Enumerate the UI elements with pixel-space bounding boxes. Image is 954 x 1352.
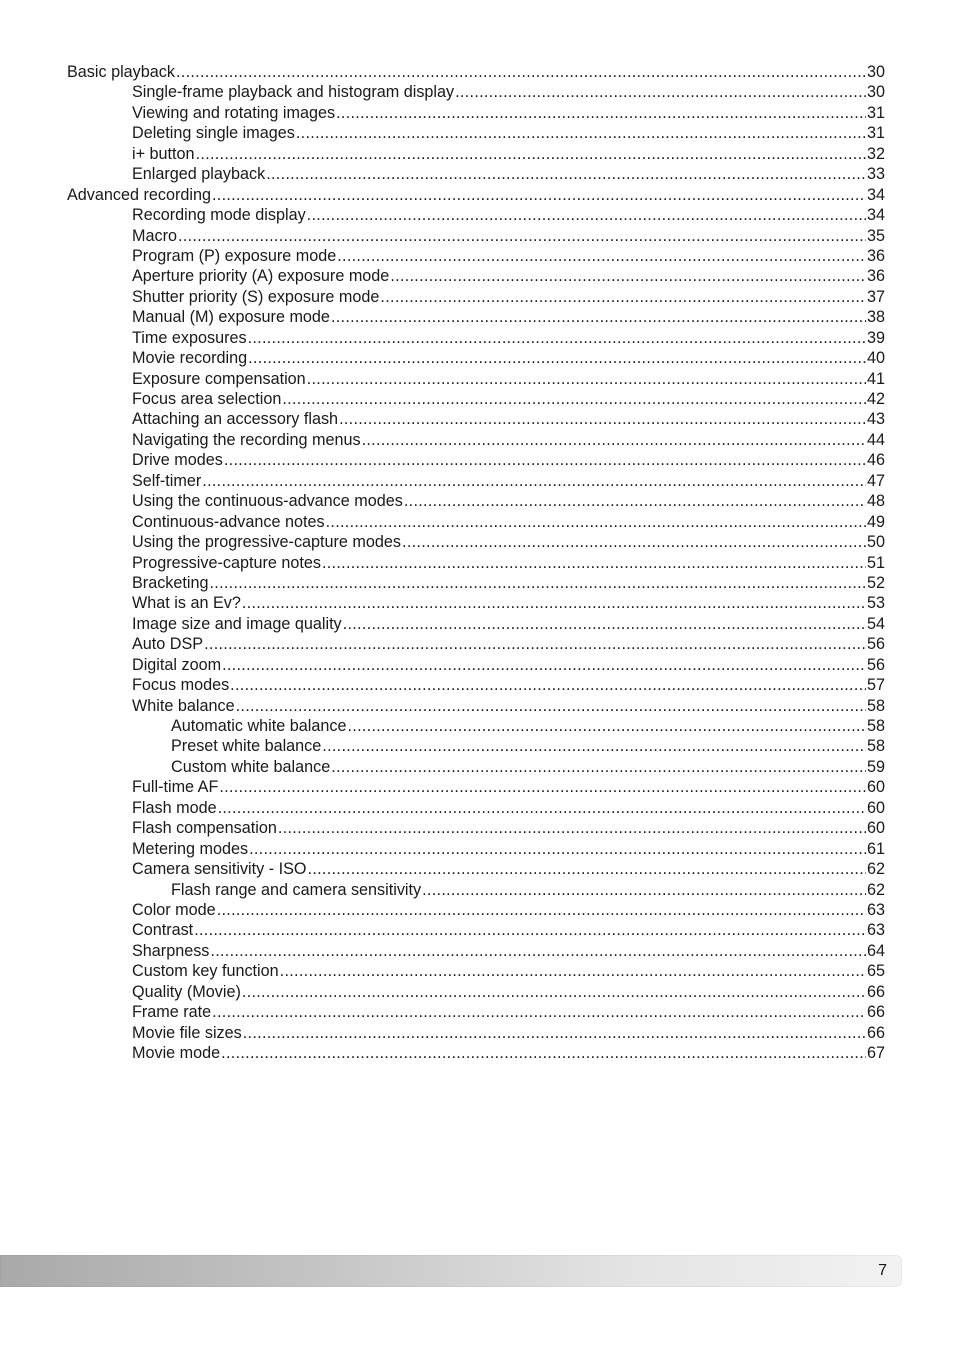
toc-entry-title: Attaching an accessory flash <box>132 410 339 429</box>
dot-leader <box>224 450 866 470</box>
toc-entry <box>67 430 885 450</box>
toc-entry <box>67 900 885 920</box>
dot-leader <box>176 62 866 82</box>
toc-entry-page: 36 <box>866 267 885 286</box>
toc-entry-page: 62 <box>866 880 885 899</box>
toc-entry <box>67 675 885 695</box>
toc-entry-title: Using the progressive-capture modes <box>132 533 402 552</box>
dot-leader <box>326 512 866 532</box>
toc-entry-title: Sharpness <box>132 941 210 960</box>
toc-entry-page: 65 <box>866 962 885 981</box>
toc-entry-title: Flash compensation <box>132 819 277 838</box>
dot-leader <box>196 144 866 164</box>
dot-leader <box>296 123 866 143</box>
toc-entry-page: 50 <box>866 533 885 552</box>
dot-leader <box>307 205 866 225</box>
toc-entry-title: Frame rate <box>132 1003 212 1022</box>
toc-entry-page: 58 <box>866 696 885 715</box>
toc-entry-page: 35 <box>866 226 885 245</box>
dot-leader <box>242 982 866 1002</box>
toc-entry-page: 51 <box>866 553 885 572</box>
toc-entry-page: 58 <box>866 717 885 735</box>
toc-entry <box>67 696 885 716</box>
toc-entry-page: 37 <box>866 287 885 306</box>
dot-leader <box>219 777 866 797</box>
toc-entry-page: 42 <box>866 390 885 408</box>
toc-entry <box>67 553 885 573</box>
toc-entry-title: Advanced recording <box>67 185 211 204</box>
dot-leader <box>331 757 866 777</box>
dot-leader <box>212 185 866 205</box>
toc-entry <box>67 307 885 327</box>
toc-entry <box>67 757 885 777</box>
toc-entry-title: What is an Ev? <box>132 594 241 613</box>
toc-entry-title: Progressive-capture notes <box>132 553 321 572</box>
toc-entry-page: 48 <box>866 492 885 511</box>
toc-entry-title: Enlarged playback <box>132 165 266 184</box>
toc-entry-title: Movie mode <box>132 1044 221 1062</box>
toc-entry-title: Single-frame playback and histogram display <box>132 83 455 102</box>
toc-entry-title: Program (P) exposure mode <box>132 246 337 265</box>
toc-entry <box>67 839 885 859</box>
dot-leader <box>221 1043 866 1063</box>
toc-entry <box>67 920 885 940</box>
toc-entry-page: 63 <box>866 900 885 919</box>
toc-entry-title: Aperture priority (A) exposure mode <box>132 267 390 286</box>
toc-entry-title: Custom white balance <box>171 757 331 776</box>
toc-entry-page: 47 <box>866 471 885 490</box>
toc-entry-title: Full-time AF <box>132 778 219 797</box>
toc-entry-title: Movie recording <box>132 349 248 368</box>
dot-leader <box>322 736 866 756</box>
dot-leader <box>322 553 866 573</box>
toc-entry-title: Shutter priority (S) exposure mode <box>132 287 380 306</box>
toc-entry-page: 56 <box>866 635 885 654</box>
table-of-contents <box>67 62 885 1063</box>
toc-entry <box>67 123 885 143</box>
dot-leader <box>339 409 866 429</box>
dot-leader <box>266 164 866 184</box>
toc-entry <box>67 614 885 634</box>
toc-entry-title: Using the continuous-advance modes <box>132 492 403 511</box>
dot-leader <box>243 1023 866 1043</box>
toc-entry <box>67 982 885 1002</box>
dot-leader <box>230 675 866 695</box>
dot-leader <box>337 246 866 266</box>
toc-entry-page: 58 <box>866 737 885 756</box>
toc-entry-page: 64 <box>866 941 885 960</box>
toc-entry <box>67 226 885 246</box>
dot-leader <box>347 716 866 736</box>
toc-entry-title: Custom key function <box>132 962 279 981</box>
dot-leader <box>202 471 866 491</box>
page-number: 7 <box>878 1262 887 1279</box>
toc-entry <box>67 777 885 797</box>
dot-leader <box>280 961 866 981</box>
dot-leader <box>178 226 866 246</box>
toc-entry-title: Contrast <box>132 921 194 940</box>
dot-leader <box>194 920 866 940</box>
dot-leader <box>204 634 866 654</box>
toc-entry-title: Image size and image quality <box>132 614 342 633</box>
toc-entry-page: 66 <box>866 1023 885 1042</box>
toc-entry-page: 54 <box>866 614 885 633</box>
dot-leader <box>249 839 866 859</box>
toc-entry <box>67 532 885 552</box>
toc-entry <box>67 185 885 205</box>
toc-entry <box>67 246 885 266</box>
toc-entry-page: 61 <box>866 839 885 858</box>
toc-entry-page: 57 <box>866 676 885 695</box>
toc-entry-title: Focus area selection <box>132 390 282 408</box>
dot-leader <box>212 1002 866 1022</box>
toc-entry-title: Bracketing <box>132 573 209 592</box>
toc-entry <box>67 450 885 470</box>
toc-entry-page: 34 <box>866 185 885 204</box>
toc-entry-page: 52 <box>866 573 885 592</box>
toc-entry <box>67 409 885 429</box>
dot-leader <box>236 696 866 716</box>
toc-entry <box>67 144 885 164</box>
toc-entry-page: 67 <box>866 1044 885 1062</box>
toc-entry <box>67 798 885 818</box>
toc-entry-page: 44 <box>866 430 885 449</box>
toc-entry-page: 59 <box>866 757 885 776</box>
toc-entry-title: Continuous-advance notes <box>132 512 325 531</box>
toc-entry-title: Navigating the recording menus <box>132 430 361 449</box>
toc-entry-title: Quality (Movie) <box>132 982 241 1001</box>
toc-entry <box>67 655 885 675</box>
toc-entry <box>67 205 885 225</box>
toc-entry-title: Viewing and rotating images <box>132 103 336 122</box>
toc-entry <box>67 287 885 307</box>
toc-entry <box>67 491 885 511</box>
dot-leader <box>362 430 866 450</box>
toc-entry <box>67 1002 885 1022</box>
toc-entry-title: Camera sensitivity - ISO <box>132 860 307 879</box>
dot-leader <box>343 614 866 634</box>
toc-entry-title: Recording mode display <box>132 206 306 225</box>
toc-entry-title: Automatic white balance <box>171 717 347 735</box>
toc-entry-page: 40 <box>866 349 885 368</box>
toc-entry-page: 30 <box>866 83 885 102</box>
footer-bar <box>0 1255 902 1287</box>
toc-entry-page: 63 <box>866 921 885 940</box>
toc-entry-page: 31 <box>866 103 885 122</box>
toc-entry <box>67 82 885 102</box>
dot-leader <box>242 593 866 613</box>
toc-entry-page: 30 <box>866 63 885 81</box>
toc-entry-page: 36 <box>866 246 885 265</box>
dot-leader <box>248 348 866 368</box>
toc-entry-page: 60 <box>866 819 885 838</box>
dot-leader <box>248 328 866 348</box>
toc-entry-title: Macro <box>132 226 177 245</box>
dot-leader <box>217 900 866 920</box>
toc-entry-title: Self-timer <box>132 471 202 490</box>
toc-entry-page: 53 <box>866 594 885 613</box>
toc-entry <box>67 369 885 389</box>
toc-entry <box>67 328 885 348</box>
toc-entry-page: 60 <box>866 778 885 797</box>
toc-entry-page: 56 <box>866 655 885 674</box>
toc-entry <box>67 1043 885 1063</box>
toc-entry-page: 34 <box>866 206 885 225</box>
toc-entry-page: 38 <box>866 308 885 327</box>
toc-entry-page: 60 <box>866 798 885 817</box>
toc-entry-title: Digital zoom <box>132 655 222 674</box>
toc-entry-title: Flash mode <box>132 798 217 817</box>
dot-leader <box>455 82 866 102</box>
toc-entry <box>67 62 885 82</box>
toc-entry-title: Basic playback <box>67 63 175 81</box>
dot-leader <box>380 287 866 307</box>
dot-leader <box>282 389 866 409</box>
dot-leader <box>278 818 866 838</box>
toc-entry-page: 49 <box>866 512 885 531</box>
dot-leader <box>307 369 866 389</box>
dot-leader <box>308 859 866 879</box>
toc-entry <box>67 818 885 838</box>
dot-leader <box>402 532 866 552</box>
toc-entry <box>67 103 885 123</box>
toc-entry-title: Drive modes <box>132 451 223 470</box>
toc-entry <box>67 1023 885 1043</box>
toc-entry-page: 66 <box>866 982 885 1001</box>
dot-leader <box>404 491 866 511</box>
dot-leader <box>331 307 866 327</box>
toc-entry-title: Flash range and camera sensitivity <box>171 880 422 899</box>
toc-entry <box>67 961 885 981</box>
toc-entry-title: Focus modes <box>132 676 230 695</box>
toc-entry <box>67 164 885 184</box>
toc-entry <box>67 736 885 756</box>
toc-entry-title: Metering modes <box>132 839 249 858</box>
toc-entry-title: Preset white balance <box>171 737 322 756</box>
dot-leader <box>222 655 866 675</box>
toc-entry-page: 32 <box>866 144 885 163</box>
toc-entry-page: 66 <box>866 1003 885 1022</box>
toc-entry-page: 62 <box>866 860 885 879</box>
dot-leader <box>336 103 866 123</box>
toc-entry-page: 39 <box>866 328 885 347</box>
toc-entry <box>67 634 885 654</box>
toc-entry-page: 46 <box>866 451 885 470</box>
toc-entry-title: i+ button <box>132 144 195 163</box>
toc-entry-title: Time exposures <box>132 328 247 347</box>
toc-entry-page: 41 <box>866 369 885 388</box>
toc-entry-page: 33 <box>866 165 885 184</box>
toc-entry-title: Exposure compensation <box>132 369 306 388</box>
toc-entry <box>67 389 885 409</box>
toc-entry-title: Auto DSP <box>132 635 204 654</box>
toc-entry-title: White balance <box>132 696 235 715</box>
toc-entry <box>67 348 885 368</box>
toc-entry <box>67 512 885 532</box>
toc-entry <box>67 573 885 593</box>
toc-entry-page: 43 <box>866 410 885 429</box>
dot-leader <box>390 266 866 286</box>
toc-entry <box>67 880 885 900</box>
toc-entry <box>67 593 885 613</box>
toc-entry-title: Deleting single images <box>132 124 295 143</box>
dot-leader <box>422 880 866 900</box>
toc-entry <box>67 266 885 286</box>
dot-leader <box>209 573 866 593</box>
toc-entry-title: Movie file sizes <box>132 1023 242 1042</box>
dot-leader <box>218 798 866 818</box>
toc-entry-title: Manual (M) exposure mode <box>132 308 330 327</box>
toc-entry <box>67 471 885 491</box>
toc-entry-title: Color mode <box>132 900 216 919</box>
toc-entry <box>67 941 885 961</box>
toc-entry-page: 31 <box>866 124 885 143</box>
toc-entry <box>67 859 885 879</box>
toc-entry <box>67 716 885 736</box>
dot-leader <box>210 941 866 961</box>
